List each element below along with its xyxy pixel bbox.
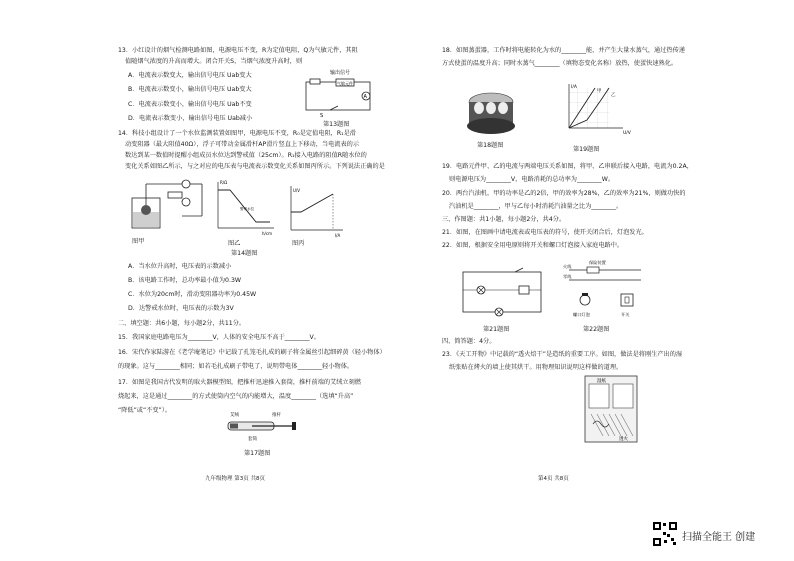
q18-caption: 第18题图 <box>477 142 504 149</box>
q22-switch-label: 开关 <box>621 312 630 317</box>
q19-series-jia-label: 甲 <box>597 89 602 94</box>
q14-figure-b-graph <box>210 178 280 240</box>
q14-figure-a-label: 图甲 <box>132 238 145 245</box>
q15-text: 15．我国家庭电路电压为________V，人体的安全电压不高于________V。 <box>118 334 320 341</box>
q23-paper-drying-illustration <box>583 374 639 444</box>
q14-axis-i: I/A <box>335 233 341 238</box>
q14-option-c: C．水位为20cm时，滑动变阻器功率为0.45W <box>128 291 257 298</box>
q17-pushrod-label: 推杆 <box>272 413 281 418</box>
svg-text:S: S <box>320 113 324 119</box>
q19-series-yi-label: 乙 <box>611 93 616 98</box>
q14-stem-line4: 变化关系如图乙所示，与之对应的电压表与电流表示数变化关系如图丙所示。下列说法正确的是 <box>125 163 385 170</box>
q14-figure-b-label: 图乙 <box>228 240 241 247</box>
q18-line1: 18．如图蒸蛋器，工作时将电能转化为水的________能，并产生大量水蒸气，通过热传递 <box>442 47 685 54</box>
q18-egg-steamer-figure <box>459 90 523 136</box>
q21-text: 21．如图，在图画中请电流表或电压表的符号，使开关闭合后，灯泡发光。 <box>442 229 648 236</box>
q13-option-a: A．电流表示数变大，输出信号电压 Uab变大 <box>128 72 252 79</box>
q14-caption: 第14题图 <box>231 250 258 257</box>
q14-stem-line1: 14．科技小组设计了一个水位监测装置如图甲，电源电压不变，R₀是定值电阻，R₁是滑 <box>118 130 356 137</box>
scanner-watermark: 扫描全能王 创建 <box>682 532 756 543</box>
q18-line2: 方式使蛋的温度升高；同时水蒸气________（填物态变化名称）放热，使蛋快速熟化。 <box>442 60 678 67</box>
qr-code-icon <box>652 521 678 547</box>
q14-axis-r: R/Ω <box>220 180 228 185</box>
right-page-footer: 第4页 共8页 <box>538 476 569 482</box>
q23-fire-label: 透火 <box>619 437 628 442</box>
q20-line2: 汽油机是________，甲与乙每小时消耗汽油量之比为________。 <box>449 203 623 210</box>
q23-wet-paper-label: 湿纸 <box>597 379 606 384</box>
q22-lamp-label: 螺口灯泡 <box>573 312 590 317</box>
q17-line1: 17．如图是我国古代发明的取火器模型图，把推杆迅速推入套筒，推杆前端的艾绒立刻燃 <box>118 379 361 386</box>
left-page-footer: 九年级物理 第3页 共8页 <box>205 476 265 482</box>
q17-line3: “降低”或“不变”）。 <box>118 407 172 414</box>
q23-line2: 纸张贴在烤火的墙上使其烘干。用物理知识说明这样做的道理。 <box>449 364 623 371</box>
q23-line1: 23．《天工开物》中记载的“透火焙干”是造纸的重要工序。如图，做法是将刚生产出的湿 <box>442 351 683 358</box>
q13-output-signal-label: 输出信号 <box>330 70 351 76</box>
q13-option-b: B．电流表示数变小，输出信号电压 Uab变大 <box>128 86 252 93</box>
q14-stem-line3: 数达到某一数值时提醒小组成员水位达到警戒值（25cm）。R₁接入电路的阻值R随水位的 <box>125 152 367 159</box>
section-4-heading: 四、简答题：4分。 <box>442 338 496 345</box>
q22-neutral-wire-label: 零线 <box>563 274 572 279</box>
section-3-heading: 三、作图题：共1小题，每小题2分，共4分。 <box>442 216 566 223</box>
section-2-heading: 二、填空题：共6小题，每小题2分，共11分。 <box>118 320 246 327</box>
svg-text:A: A <box>363 94 367 100</box>
q14-option-d: D．达警戒水位时，电压表的示数为3V <box>128 305 234 312</box>
q21-circuit-figure <box>459 262 551 322</box>
q14-figure-a <box>128 176 208 232</box>
q13-stem-line2: 值随烟气浓度的升高而增大。闭合开关S，当烟气浓度升高时，则 <box>125 58 303 65</box>
q22-wiring-figure <box>563 260 645 320</box>
q19-axis-i: I/A <box>571 85 577 90</box>
q22-live-wire-label: 火线 <box>563 264 572 269</box>
right-page <box>397 0 794 561</box>
q13-option-d: D．电流表示数变小，输出信号电压 Uab减小 <box>128 115 253 122</box>
q20-line1: 20．两台汽油机，甲的功率是乙的2倍，甲的效率为28%，乙的效率为21%，则做功快的 <box>442 190 686 197</box>
q17-figure <box>222 408 302 444</box>
q13-caption: 第13题图 <box>323 121 350 128</box>
q17-sleeve-label: 套筒 <box>248 437 257 442</box>
q14-stem-line2: 动变阻器（最大阻值40Ω），浮子可带动金属滑杆AP滑片竖直上下移动，当电流表的示 <box>125 141 360 148</box>
q22-caption: 第22题图 <box>583 326 610 333</box>
q19-axis-u: U/V <box>623 131 631 136</box>
q21-caption: 第21题图 <box>483 326 510 333</box>
q19-line1: 19．电路元件甲、乙的电流与两端电压关系如图，将甲、乙串联后接入电路，电流为0.2A， <box>442 163 693 170</box>
q14-axis-h: h/cm <box>262 231 272 236</box>
q13-circuit-figure <box>300 66 380 120</box>
q14-warning-level-label: 警戒水位 <box>240 207 255 211</box>
q17-line2: 烧起来，这是通过________的方式使筒内空气的内能增大，温度________（选填“升高” <box>118 393 354 400</box>
q14-figure-c-label: 图丙 <box>292 240 305 247</box>
q19-caption: 第19题图 <box>573 146 600 153</box>
q14-figure-c-graph <box>283 184 347 240</box>
q19-line2: 则电源电压为________V，电路消耗的总功率为________W。 <box>449 176 615 183</box>
q14-axis-u: U/V <box>293 188 301 193</box>
q17-moxa-label: 艾绒 <box>230 413 239 418</box>
q14-option-a: A．当水位升高时，电压表的示数减小 <box>128 263 232 270</box>
q13-option-c: C．电流表示数变小，输出信号电压 Uab不变 <box>128 101 252 108</box>
q16-line1: 16．宋代作家陆游在《老学庵笔记》中记载了孔笼毛扎成的刷子将金属丝引起细碎黄（轻小物体） <box>118 349 386 356</box>
q14-option-b: B．该电路工作时，总功率最小值为0.3W <box>128 277 242 284</box>
q13-stem-line1: 13．小红设计的烟气检测电路如图，电源电压不变，R为定值电阻，Q为气敏元件，其阻 <box>118 47 358 54</box>
q22-fuse-label: 保险装置 <box>589 260 606 265</box>
q22-text: 22．如图，根据安全用电原则将开关和螺口灯泡接入家庭电路中。 <box>442 242 624 249</box>
q16-line2: 的现象。这与________相同；如若毛扎成刷子带电了，说明带电体________轻小物体。 <box>118 363 354 370</box>
q19-iu-graph <box>557 82 643 144</box>
q13-sensor-label: 气敏元件 <box>337 81 353 86</box>
q17-caption: 第17题图 <box>244 450 271 457</box>
